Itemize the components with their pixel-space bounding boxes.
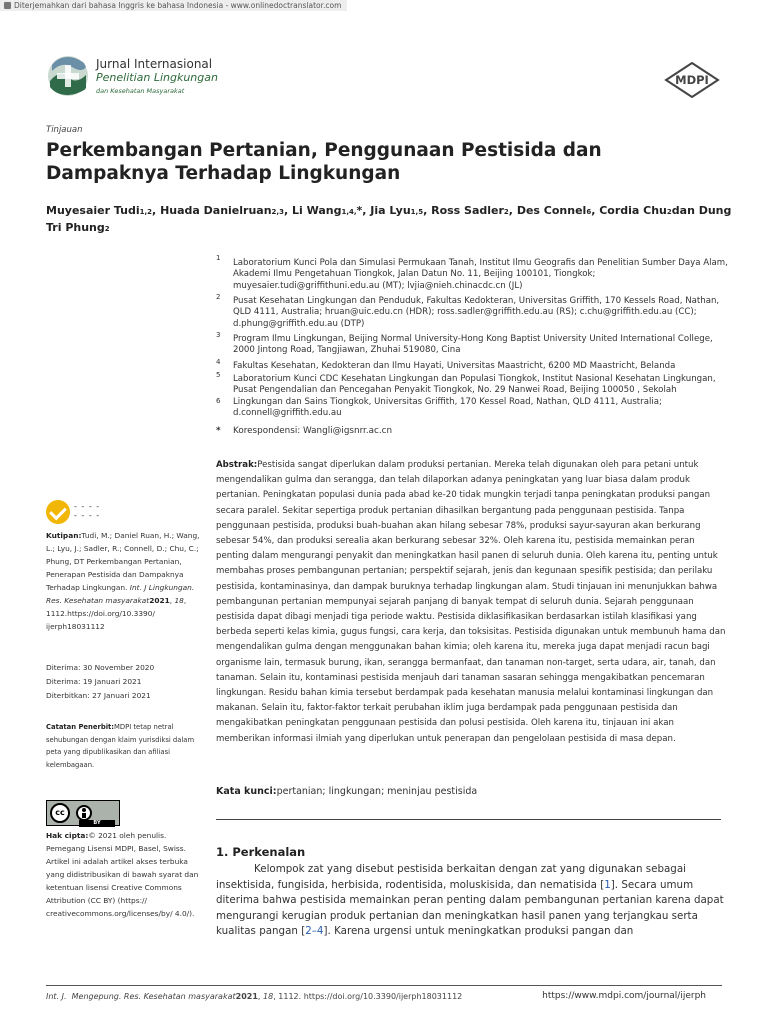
author-name: Jia Lyu [370, 204, 411, 217]
affiliation-number: 3 [216, 331, 221, 339]
author-affiliation-sup: 2 [503, 208, 509, 216]
author-affiliation-sup: 2 [104, 225, 110, 233]
author-name: Muyesaier Tudi [46, 204, 140, 217]
check-for-updates-icon[interactable] [46, 500, 70, 524]
abstract-label: Abstrak: [216, 460, 258, 470]
publisher-note-text: MDPI tetap netral sehubungan dengan klaim yurisdiksi dalam peta yang dipublikasikan dan afiliasi kelembagaan. [46, 723, 195, 769]
keywords-label: Kata kunci: [216, 786, 277, 797]
affiliation-text: Laboratorium Kunci Pola dan Simulasi Permukaan Tanah, Institut Ilmu Geografis dan Penelitian Sumber Daya Alam, Akademi Ilmu Pengetahuan Tiongkok, Jalan Datun No. 11, Beijing 100101, Tiongkok; muyesaier.tudi@griffithuni.edu.au (MT); lvjia@nieh.chinacdc.cn (JL) [233, 258, 728, 291]
author-name: Huada Danielruan [160, 204, 272, 217]
citation-label: Kutipan: [46, 531, 82, 540]
copyright-label: Hak cipta: [46, 831, 89, 840]
author-affiliation-sup: 2,3 [271, 208, 284, 216]
correspondence-text: Korespondensi: Wangli@igsnrr.ac.cn [233, 426, 393, 436]
keywords-text: pertanian; lingkungan; meninjau pestisida [276, 786, 478, 797]
author-affiliation-sup: 1,5 [410, 208, 424, 216]
citation-volume: 18 [174, 596, 184, 605]
section-divider [216, 819, 721, 820]
keywords [216, 786, 477, 797]
publisher-note [46, 721, 202, 771]
author-name: Tri Phung [46, 221, 105, 234]
translation-banner-text: Diterjemahkan dari bahasa Inggris ke bahasa Indonesia - www.onlinedoctranslator.com [14, 1, 342, 10]
affiliation-number: 1 [216, 254, 221, 262]
footer-volume: 18 [263, 992, 274, 1001]
footer-journal-url[interactable]: https://www.mdpi.com/journal/ijerph [542, 991, 706, 1001]
author-separator: , [591, 204, 600, 217]
author-name: Ross Sadler [431, 204, 504, 217]
footer-rest: , 1112. https://doi.org/10.3390/ijerph18031112 [273, 992, 463, 1001]
citation-text: Tudi, M.; Daniel Ruan, H.; Wang, L.; Lyu, J.; Sadler, R.; Connell, D.; Chu, C.; Phung, DT Perkembangan Pertanian, Penerapan Pestisida dan Dampaknya Terhadap Lingkungan. [46, 531, 200, 592]
citation-rest: , 1112.https://doi.org/10.3390/ ijerph18031112 [46, 596, 187, 631]
article-title: Perkembangan Pertanian, Penggunaan Pestisida dan Dampaknya Terhadap Lingkungan [46, 140, 602, 184]
mdpi-logo [664, 62, 720, 102]
affiliation-number: 6 [216, 397, 221, 405]
cc-by-label: BY [79, 820, 115, 827]
author-separator: , [508, 204, 517, 217]
cc-icon: cc [50, 803, 70, 823]
correspondence-mark: * [216, 426, 221, 436]
author-separator: dan Dung [671, 204, 732, 217]
abstract-text: Pestisida sangat diperlukan dalam produksi pertanian. Mereka telah digunakan oleh para petani untuk mengendalikan gulma dan serangga, dan telah dilaporkan adanya peningkatan yang luar biasa dalam produk pertanian. Peningkatan populasi dunia pada abad ke-20 tidak mungkin terjadi tanpa peningkatan produksi pangan secara paralel. Sekitar sepertiga produk pertanian dihasilkan bergantung pada penggunaan pestisida. Tanpa penggunaan pestisida, produksi buah-buahan akan hilang sebesar 78%, produksi sayur-sayuran akan berkurang sebesar 54%, dan produksi serealia akan berkurang sebesar 32%. Oleh karena itu, pestisida memainkan peran penting dalam mengurangi penyakit dan meningkatkan hasil panen di seluruh dunia. Oleh karena itu, penting untuk membahas proses pembangunan pertanian; perspektif sejarah, jenis dan kegunaan spesifik pestisida; dan perilaku pestisida, kontaminasinya, dan dampak buruknya terhadap lingkungan alam. Studi tinjauan ini menunjukkan bahwa pembangunan pertanian mempunyai sejarah panjang di banyak tempat di seluruh dunia. Sejarah penggunaan pestisida dapat dibagi menjadi tiga periode waktu. Pestisida diklasifikasikan berdasarkan istilah klasifikasi yang berbeda seperti kelas kimia, gugus fungsi, cara kerja, dan toksisitas. Pestisida digunakan untuk membunuh hama dan mengendalikan gulma dengan menggunakan bahan kimia; oleh karena itu, mereka juga dapat menjadi racun bagi organisme lain, termasuk burung, ikan, serangga bermanfaat, dan tanaman non-target, serta udara, air, tanah, dan tanaman. Selain itu, kontaminasi pestisida menjauh dari tanaman sasaran sehingga mengakibatkan pencemaran lingkungan. Residu bahan kimia tersebut berdampak pada kesehatan manusia melalui kontaminasi lingkungan dan makanan. Selain itu, faktor-faktor terkait perubahan iklim juga berdampak pada penggunaan pestisida dan mengakibatkan peningkatan penggunaan pestisida dan polusi pestisida. Oleh karena itu, tinjauan ini akan memberikan informasi ilmiah yang diperlukan untuk penerapan dan pengelolaan pestisida di masa depan. [216, 460, 726, 744]
translation-banner[interactable] [0, 0, 347, 11]
author-separator: , [423, 204, 432, 217]
journal-header [46, 55, 218, 97]
author-separator: , [152, 204, 161, 217]
author-name: Des Connel [516, 204, 587, 217]
published-date: Diterbitkan: 27 Januari 2021 [46, 691, 151, 700]
citation-block: Kutipan:Tudi, M.; Daniel Ruan, H.; Wang, L.; Lyu, J.; Sadler, R.; Connell, D.; Chu, C.; Phung, DT Perkembangan Pertanian, Penerapan Pestisida dan Dampaknya Terhadap Lingkungan. Int. J Lingkungan. Res. Kesehatan masyarakat2021, 18, 1112.https://doi.org/10.3390/ ijerph18031112 [46, 531, 200, 631]
author-affiliation-sup: 6 [586, 208, 592, 216]
citation-year: 2021 [149, 596, 170, 605]
received-date: Diterima: 30 November 2020 [46, 663, 155, 672]
author-affiliation-sup: 2 [666, 208, 672, 216]
affiliation-text: Program Ilmu Lingkungan, Beijing Normal University-Hong Kong Baptist University United International College, 2000 Jintong Road, Tangjiawan, Zhuhai 519080, Cina [233, 334, 713, 356]
correspondence [216, 426, 392, 436]
author-name: Cordia Chu [599, 204, 667, 217]
abstract [216, 458, 728, 747]
publisher-note-label: Catatan Penerbit: [46, 723, 115, 731]
affiliation-text: Laboratorium Kunci CDC Kesehatan Lingkungan dan Populasi Tiongkok, Institut Nasional Kesehatan Lingkungan, Pusat Pengendalian dan Pencegahan Penyakit Tiongkok, No. 29 Nanwei Road, Beijing 100050 , Sekolah Lingkungan dan Sains Tiongkok, Universitas Griffith, 170 Kessel Road, Nathan, QLD 4111, Australia; d.connell@griffith.edu.au [233, 374, 716, 419]
introduction-paragraph: Kelompok zat yang disebut pestisida berkaitan dengan zat yang digunakan sebagai insektisida, fungisida, herbisida, rodentisida, moluskisida, dan nematisida [1]. Secara umum diterima bahwa pestisida memainkan peran penting dalam pembangunan pertanian karena dapat mengurangi kerugian produk pertanian dan meningkatkan hasil panen yang terjangkau serta kualitas pangan [2–4]. Karena urgensi untuk meningkatkan produksi pangan dan [216, 863, 724, 938]
reference-link[interactable]: 1 [604, 878, 611, 891]
translate-icon [4, 2, 11, 9]
citation-journal: Int. J Lingkungan. Res. Kesehatan masyarakat [46, 583, 195, 605]
journal-name-line2: Penelitian Lingkungan [96, 71, 218, 84]
journal-name-line1: Jurnal Internasional [96, 57, 213, 71]
mdpi-logo-text: MDPI [675, 73, 709, 87]
author-separator: *, [356, 204, 371, 217]
affiliation-number: 4 [216, 358, 221, 366]
author-affiliation-sup: 1,2 [139, 208, 153, 216]
copyright-text: © 2021 oleh penulis. Pemegang Lisensi MDPI, Basel, Swiss. Artikel ini adalah artikel akses terbuka yang didistribusikan di bawah syarat dan ketentuan lisensi Creative Commons Attribution (CC BY) (https:// creativecommons.org/licenses/by/ 4.0/). [46, 831, 199, 918]
footer-year: 2021 [235, 992, 258, 1001]
copyright-block [46, 829, 202, 920]
author-affiliation-sup: 1,4, [341, 208, 357, 216]
footer-citation: Int. J. Mengepung. Res. Kesehatan masyarakat2021, 18, 1112. https://doi.org/10.3390/ijerph18031112 [46, 992, 463, 1001]
article-type: Tinjauan [46, 125, 83, 135]
affiliation-text: Pusat Kesehatan Lingkungan dan Penduduk, Fakultas Kedokteran, Universitas Griffith, 170 Kessels Road, Nathan, QLD 4111, Australia; hruan@uic.edu.cn (HDR); ross.sadler@griffith.edu.au (RS); c.chu@griffith.edu.au (CC); d.phung@griffith.edu.au (DTP) [233, 296, 720, 329]
accepted-date: Diterima: 19 Januari 2021 [46, 677, 142, 686]
affiliation-number: 2 [216, 293, 221, 301]
footer-journal-rest: Mengepung. Res. Kesehatan masyarakat [71, 992, 236, 1001]
reference-link[interactable]: 2–4 [305, 925, 324, 938]
affiliation-text: Fakultas Kesehatan, Kedokteran dan Ilmu Hayati, Universitas Maastricht, 6200 MD Maastricht, Belanda [233, 361, 676, 371]
journal-name-line3: dan Kesehatan Masyarakat [96, 87, 185, 95]
journal-logo-icon [46, 55, 90, 97]
section-title: 1. Perkenalan [216, 845, 306, 859]
author-name: Li Wang [291, 204, 342, 217]
author-separator: , [283, 204, 292, 217]
author-list [46, 203, 736, 237]
footer-journal-abbr: Int. J. [46, 992, 67, 1001]
check-for-updates-label[interactable]: - - - - - - - - [74, 502, 101, 520]
footer-divider [46, 985, 722, 986]
attribution-icon [76, 805, 92, 821]
affiliation-number: 5 [216, 371, 221, 379]
